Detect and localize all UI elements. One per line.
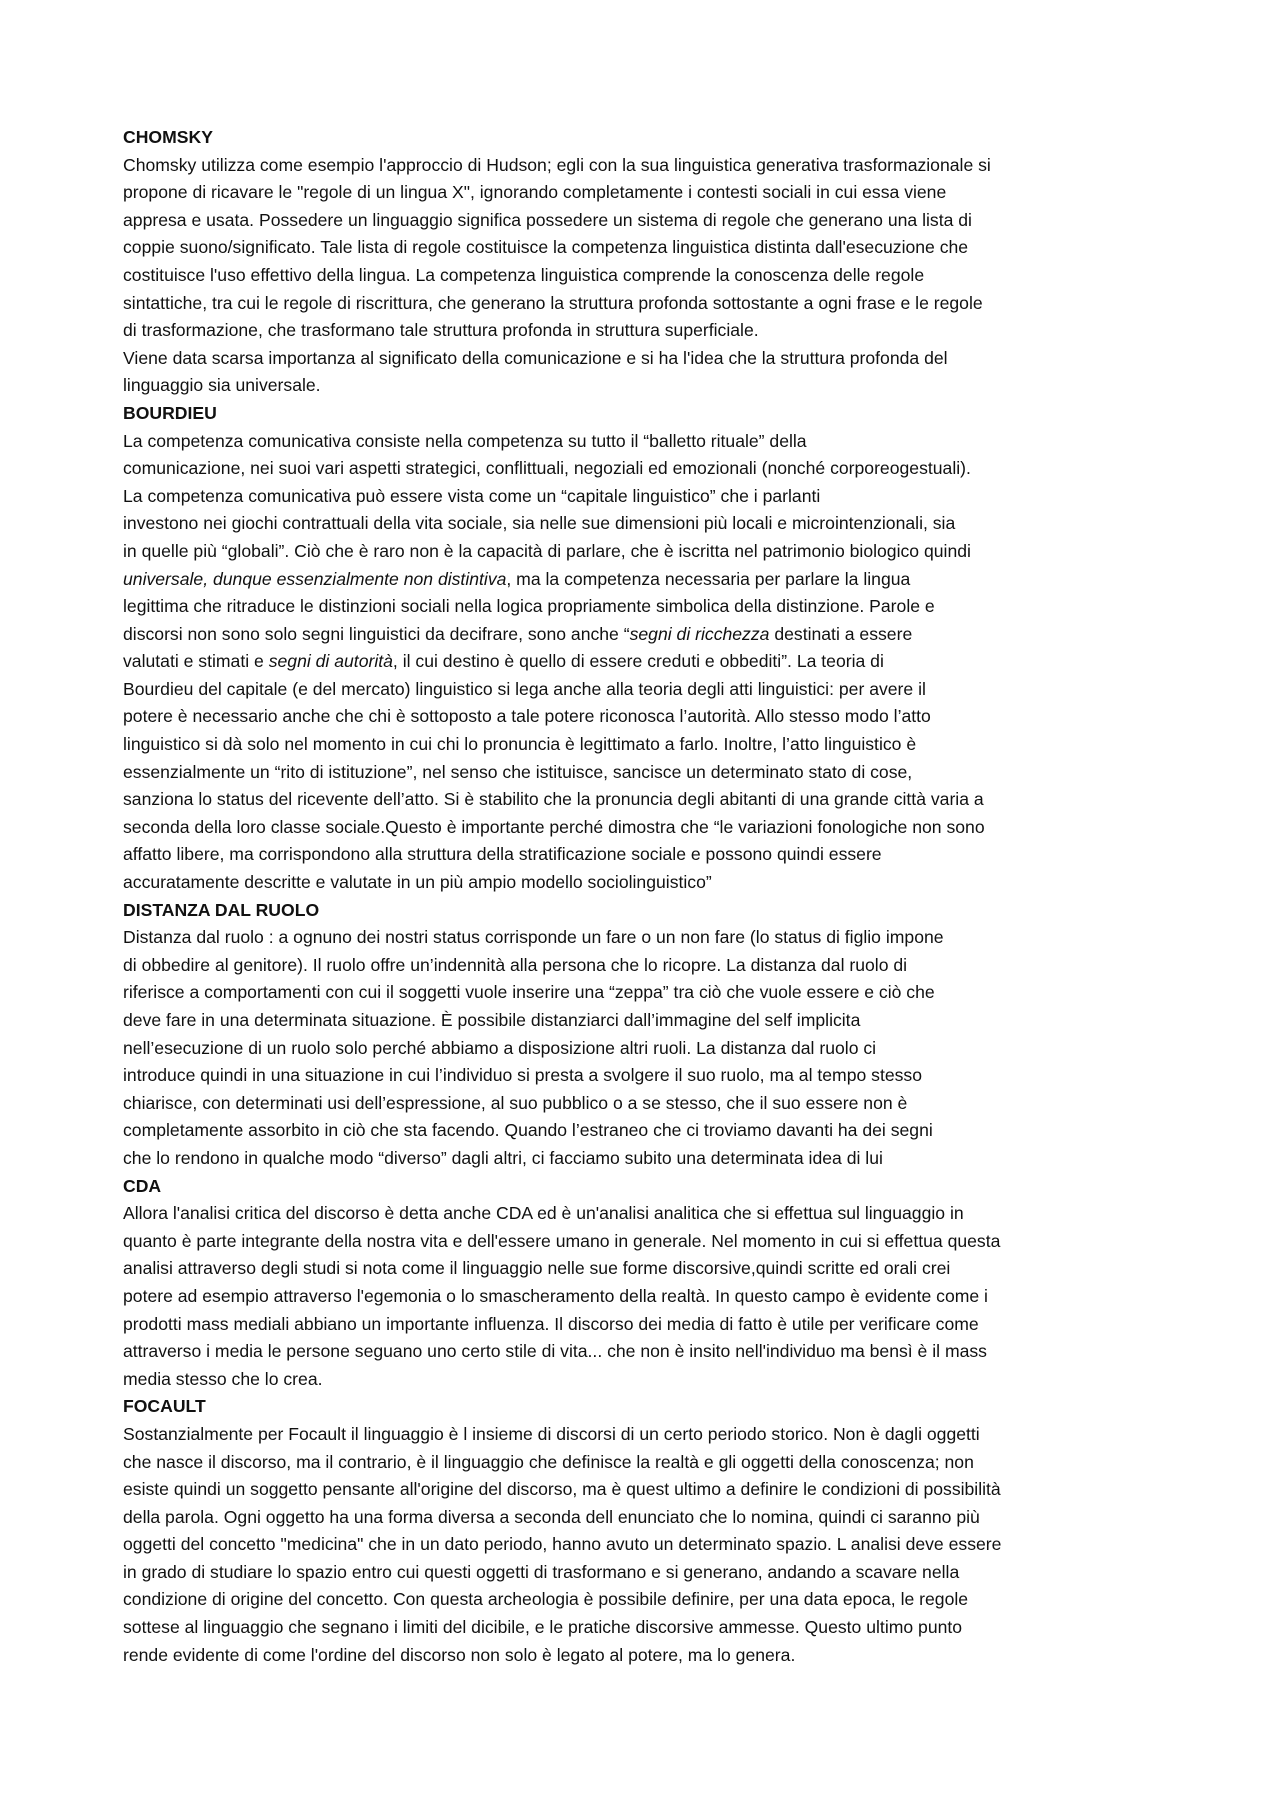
- text-line: essenzialmente un “rito di istituzione”, nel senso che istituisce, sancisce un determinato stato di cose,: [123, 761, 913, 782]
- paragraph: [123, 152, 1167, 345]
- text-line: accuratamente descritte e valutate in un più ampio modello sociolinguistico”: [123, 872, 712, 893]
- text-line: sintattiche, tra cui le regole di riscrittura, che generano la struttura profonda sottostante a ogni frase e le regole: [123, 292, 983, 313]
- text-line: propone di ricavare le "regole di un lingua X", ignorando completamente i contesti sociali in cui essa viene: [123, 182, 947, 203]
- text-line: Sostanzialmente per Focault il linguaggio è l insieme di discorsi di un certo periodo storico. Non è dagli oggetti: [123, 1423, 980, 1444]
- text-line: legittima che ritraduce le distinzioni sociali nella logica propriamente simbolica della distinzione. Parole e: [123, 596, 935, 617]
- text-fragment: , ma la competenza necessaria per parlare la lingua: [506, 568, 911, 589]
- section-heading: BOURDIEU: [123, 402, 217, 423]
- text-line: oggetti del concetto "medicina" che in un dato periodo, hanno avuto un determinato spazio. L analisi deve essere: [123, 1534, 1002, 1555]
- text-line: attraverso i media le persone seguano uno certo stile di vita... che non è insito nell'individuo ma bensì è il mass: [123, 1341, 987, 1362]
- text-line: appresa e usata. Possedere un linguaggio significa possedere un sistema di regole che generano una lista di: [123, 209, 972, 230]
- text-line: prodotti mass mediali abbiano un importante influenza. Il discorso dei media di fatto è utile per verificare come: [123, 1313, 979, 1334]
- text-line: che nasce il discorso, ma il contrario, è il linguaggio che definisce la realtà e gli oggetti della conoscenza; non: [123, 1451, 974, 1472]
- text-line: investono nei giochi contrattuali della vita sociale, sia nelle sue dimensioni più locali e microintenzionali, sia: [123, 513, 956, 534]
- text-fragment: destinati a essere: [769, 623, 913, 644]
- text-line: potere è necessario anche che chi è sottoposto a tale potere riconosca l’autorità. Allo stesso modo l’atto: [123, 706, 931, 727]
- text-line: introduce quindi in una situazione in cui l’individuo si presta a svolgere il suo ruolo, ma al tempo stesso: [123, 1065, 923, 1086]
- section-cda: [123, 1173, 1167, 1394]
- paragraph: [123, 924, 1167, 1172]
- text-line: [123, 648, 1167, 676]
- text-line: nell’esecuzione di un ruolo solo perché abbiamo a disposizione altri ruoli. La distanza dal ruolo ci: [123, 1037, 877, 1058]
- text-line: potere ad esempio attraverso l'egemonia o lo smascheramento della realtà. In questo campo è evidente come i: [123, 1285, 988, 1306]
- paragraph: [123, 1200, 1167, 1393]
- text-line: comunicazione, nei suoi vari aspetti strategici, conflittuali, negoziali ed emozionali (nonché corporeogestuali).: [123, 458, 971, 479]
- section-heading: CHOMSKY: [123, 127, 213, 147]
- text-line: costituisce l'uso effettivo della lingua. La competenza linguistica comprende la conoscenza delle regole: [123, 264, 925, 285]
- paragraph: [123, 345, 1167, 400]
- text-line: deve fare in una determinata situazione. È possibile distanziarci dall’immagine del self implicita: [123, 1010, 861, 1030]
- text-line: rende evidente di come l'ordine del discorso non solo è legato al potere, ma lo genera.: [123, 1644, 796, 1665]
- text-line: seconda della loro classe sociale.Questo è importante perché dimostra che “le variazioni fonologiche non sono: [123, 816, 985, 837]
- text-fragment: valutati e stimati e: [123, 651, 269, 672]
- italic-phrase: segni di autorità: [268, 651, 393, 672]
- text-line: della parola. Ogni oggetto ha una forma diversa a seconda dell enunciato che lo nomina, quindi ci saranno più: [123, 1506, 980, 1527]
- text-line: linguaggio sia universale.: [123, 375, 321, 396]
- section-heading: FOCAULT: [123, 1396, 206, 1417]
- text-fragment: discorsi non sono solo segni linguistici da decifrare, sono anche “: [123, 623, 630, 644]
- text-line: in quelle più “globali”. Ciò che è raro non è la capacità di parlare, che è iscritta nel patrimonio biologico quindi: [123, 540, 971, 561]
- text-fragment: , il cui destino è quello di essere creduti e obbediti”. La teoria di: [392, 651, 884, 672]
- paragraph: [123, 1421, 1167, 1669]
- paragraph: [123, 428, 1167, 897]
- text-line: analisi attraverso degli studi si nota come il linguaggio nelle sue forme discorsive,quindi scritte ed orali crei: [123, 1258, 951, 1279]
- text-line: quanto è parte integrante della nostra vita e dell'essere umano in generale. Nel momento in cui si effettua questa: [123, 1230, 1001, 1251]
- text-line: [123, 566, 1167, 594]
- text-line: [123, 621, 1167, 649]
- text-line: linguistico si dà solo nel momento in cui chi lo pronuncia è legittimato a farlo. Inoltre, l’atto linguistico è: [123, 734, 917, 755]
- text-line: Allora l'analisi critica del discorso è detta anche CDA ed è un'analisi analitica che si effettua sul linguaggio in: [123, 1203, 964, 1224]
- text-line: Distanza dal ruolo : a ognuno dei nostri status corrisponde un fare o un non fare (lo status di figlio impone: [123, 927, 944, 948]
- section-heading: DISTANZA DAL RUOLO: [123, 899, 320, 920]
- text-line: Chomsky utilizza come esempio l'approccio di Hudson; egli con la sua linguistica generativa trasformazionale si: [123, 154, 991, 175]
- text-line: Viene data scarsa importanza al significato della comunicazione e si ha l'idea che la struttura profonda del: [123, 347, 948, 368]
- text-line: La competenza comunicativa consiste nella competenza su tutto il “balletto rituale” della: [123, 430, 807, 451]
- text-line: media stesso che lo crea.: [123, 1368, 323, 1389]
- text-line: sanziona lo status del ricevente dell’atto. Si è stabilito che la pronuncia degli abitanti di una grande città varia a: [123, 789, 984, 810]
- section-focault: [123, 1393, 1167, 1669]
- section-chomsky: [123, 124, 1167, 400]
- text-line: condizione di origine del concetto. Con questa archeologia è possibile definire, per una data epoca, le regole: [123, 1589, 969, 1610]
- text-line: in grado di studiare lo spazio entro cui questi oggetti di trasformano e si generano, andando a scavare nella: [123, 1561, 960, 1582]
- section-heading: CDA: [123, 1175, 162, 1196]
- text-line: riferisce a comportamenti con cui il soggetti vuole inserire una “zeppa” tra ciò che vuole essere e ciò che: [123, 982, 935, 1003]
- text-line: che lo rendono in qualche modo “diverso” dagli altri, ci facciamo subito una determinata idea di lui: [123, 1147, 883, 1168]
- document-page: [123, 124, 1167, 1669]
- text-line: Bourdieu del capitale (e del mercato) linguistico si lega anche alla teoria degli atti linguistici: per avere il: [123, 678, 926, 699]
- text-line: di trasformazione, che trasformano tale struttura profonda in struttura superficiale.: [123, 320, 759, 341]
- italic-phrase: segni di ricchezza: [629, 623, 770, 644]
- text-line: esiste quindi un soggetto pensante all'origine del discorso, ma è quest ultimo a definire le condizioni di possibilità: [123, 1479, 1001, 1500]
- text-line: chiarisce, con determinati usi dell’espressione, al suo pubblico o a se stesso, che il suo essere non è: [123, 1092, 908, 1113]
- text-line: completamente assorbito in ciò che sta facendo. Quando l’estraneo che ci troviamo davanti ha dei segni: [123, 1120, 933, 1141]
- text-line: affatto libere, ma corrispondono alla struttura della stratificazione sociale e possono quindi essere: [123, 844, 882, 865]
- section-distanza-dal-ruolo: [123, 897, 1167, 1173]
- italic-phrase: universale, dunque essenzialmente non distintiva: [123, 568, 507, 589]
- text-line: coppie suono/significato. Tale lista di regole costituisce la competenza linguistica distinta dall'esecuzione che: [123, 237, 969, 258]
- text-line: La competenza comunicativa può essere vista come un “capitale linguistico” che i parlanti: [123, 485, 821, 506]
- text-line: sottese al linguaggio che segnano i limiti del dicibile, e le pratiche discorsive ammesse. Questo ultimo punto: [123, 1617, 963, 1638]
- section-bourdieu: [123, 400, 1167, 897]
- text-line: di obbedire al genitore). Il ruolo offre un’indennità alla persona che lo ricopre. La distanza dal ruolo di: [123, 954, 908, 975]
